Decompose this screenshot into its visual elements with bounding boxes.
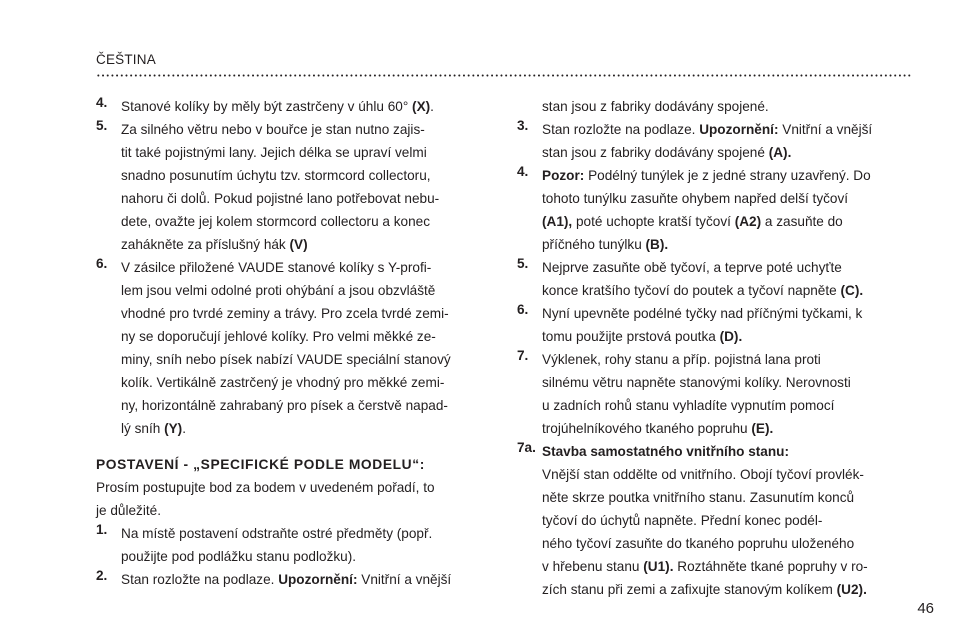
text-line: V zásilce přiložené VAUDE stanové kolíky s Y-profi-	[121, 260, 432, 275]
emphasis: Upozornění:	[699, 122, 779, 137]
text-line	[542, 233, 915, 256]
item-text	[96, 95, 494, 118]
text-run: Stan rozložte na podlaze.	[542, 122, 700, 137]
emphasis: (A2)	[734, 214, 762, 229]
page-header-language: ČEŠTINA	[96, 52, 156, 67]
page-number: 46	[917, 600, 934, 617]
item-text	[517, 256, 915, 302]
item-number: 7.	[517, 348, 529, 363]
text-run: .	[182, 421, 186, 436]
item-text	[517, 164, 915, 256]
emphasis: (B).	[641, 237, 669, 252]
item-number: 1.	[96, 522, 108, 537]
emphasis: Pozor:	[542, 168, 585, 183]
item-text	[517, 348, 915, 440]
text-run: zích stanu při zemi a zafixujte stanovým kolíkem	[542, 582, 837, 597]
text-line: u zadních rohů stanu vyhladíte vypnutím pomocí	[542, 398, 835, 413]
item-text	[96, 256, 494, 440]
text-line: Za silného větru nebo v bouřce je stan nutno zajis-	[121, 122, 425, 137]
text-run: konce kratšího tyčoví do poutek a tyčoví napněte	[542, 283, 841, 298]
text-line: lem jsou velmi odolné proti ohýbání a jsou obzvláště	[121, 283, 436, 298]
item-text	[517, 118, 915, 164]
text-line: Nejprve zasuňte obě tyčoví, a teprve poté uchyťte	[542, 260, 842, 275]
item-number: 5.	[96, 118, 108, 133]
text-line	[542, 118, 915, 141]
item-number: 6.	[96, 256, 108, 271]
step-7a	[517, 440, 915, 601]
text-line: Na místě postavení odstraňte ostré předměty (popř.	[121, 526, 433, 541]
text-line	[542, 210, 915, 233]
emphasis: (E).	[751, 421, 774, 436]
item-number: 7a.	[517, 440, 536, 455]
item-text	[96, 568, 494, 591]
text-run: Roztáhněte tkané popruhy v ro-	[673, 559, 868, 574]
text-line	[542, 141, 915, 164]
text-run: příčného tunýlku	[542, 237, 642, 252]
step-2	[96, 568, 494, 591]
list-item-5	[96, 118, 494, 256]
text-run: Vnitřní a vnější	[357, 572, 452, 587]
item-number: 2.	[96, 568, 108, 583]
text-run: .	[430, 99, 434, 114]
text-line: ného tyčoví zasuňte do tkaného popruhu uloženého	[542, 536, 855, 551]
emphasis: (A1),	[542, 214, 573, 229]
step-4	[517, 164, 915, 256]
text-line: kolík. Vertikálně zastrčený je vhodný pro měkké zemi-	[121, 375, 445, 390]
emphasis: (U2).	[836, 582, 867, 597]
text-line	[542, 417, 915, 440]
intro-line: Prosím postupujte bod za bodem v uvedeném pořadí, to	[96, 480, 435, 495]
text-line: ny, horizontálně zahrabaný pro písek a čerstvě napad-	[121, 398, 448, 413]
text-line: Vnější stan oddělte od vnitřního. Obojí tyčoví provlék-	[542, 467, 864, 482]
text-line	[121, 95, 494, 118]
item-text	[517, 440, 915, 601]
list-item-6	[96, 256, 494, 440]
item-number: 6.	[517, 302, 529, 317]
emphasis: (X)	[412, 99, 431, 114]
text-line	[542, 555, 915, 578]
intro-line: je důležité.	[96, 503, 161, 518]
text-run: poté uchopte kratší tyčoví	[572, 214, 735, 229]
text-line	[121, 233, 494, 256]
text-line: Nyní upevněte podélné tyčky nad příčnými tyčkami, k	[542, 306, 863, 321]
item-text	[517, 302, 915, 348]
text-line: použijte pod podlážku stanu podložku).	[121, 549, 357, 564]
step-6	[517, 302, 915, 348]
text-line: nahoru či dolů. Pokud pojistné lano potřebovat nebu-	[121, 191, 440, 206]
item-text	[96, 522, 494, 568]
text-line	[542, 279, 915, 302]
text-run: a zasuňte do	[761, 214, 843, 229]
section-intro	[96, 476, 494, 522]
emphasis: (U1).	[643, 559, 674, 574]
emphasis: (V)	[289, 237, 308, 252]
emphasis: Stavba samostatného vnitřního stanu:	[542, 444, 789, 459]
text-line: tohoto tunýlku zasuňte ohybem napřed delší tyčoví	[542, 191, 849, 206]
continuation-line: stan jsou z fabriky dodávány spojené.	[542, 99, 769, 114]
list-item-4	[96, 95, 494, 118]
text-run: Podélný tunýlek je z jedné strany uzavřený. Do	[584, 168, 871, 183]
text-line: něte skrze poutka vnitřního stanu. Zasunutím konců	[542, 490, 855, 505]
step-5	[517, 256, 915, 302]
emphasis: (Y)	[164, 421, 183, 436]
text-run: Stan rozložte na podlaze.	[121, 572, 279, 587]
left-column	[96, 95, 494, 591]
step-3	[517, 118, 915, 164]
text-line	[121, 568, 494, 591]
item-number: 5.	[517, 256, 529, 271]
text-run: trojúhelníkového tkaného popruhu	[542, 421, 752, 436]
text-run: tomu použijte prstová poutka	[542, 329, 720, 344]
text-run: Vnitřní a vnější	[778, 122, 873, 137]
text-line	[542, 164, 915, 187]
emphasis: (D).	[719, 329, 743, 344]
text-line	[542, 440, 915, 463]
text-line	[542, 325, 915, 348]
dotted-separator	[96, 74, 911, 77]
text-line: vhodné pro tvrdé zeminy a trávy. Pro zcela tvrdé zemi-	[121, 306, 449, 321]
text-line	[121, 417, 494, 440]
text-line: miny, sníh nebo písek nabízí VAUDE speciální stanový	[121, 352, 451, 367]
item-number: 4.	[96, 95, 108, 110]
emphasis: (A).	[768, 145, 792, 160]
section-heading: POSTAVENÍ - „SPECIFICKÉ PODLE MODELU“:	[96, 457, 425, 472]
text-line	[542, 578, 915, 601]
text-line: tyčoví do úchytů napněte. Přední konec podél-	[542, 513, 823, 528]
text-line: silnému větru napněte stanovými kolíky. Nerovnosti	[542, 375, 851, 390]
text-line: snadno posunutím úchytu tzv. stormcord collectoru,	[121, 168, 431, 183]
item-text	[96, 118, 494, 256]
text-run: lý sníh	[121, 421, 165, 436]
step-7	[517, 348, 915, 440]
step-1	[96, 522, 494, 568]
item-number: 3.	[517, 118, 529, 133]
text-line: dete, ovažte jej kolem stormcord collectoru a konec	[121, 214, 431, 229]
text-run: zahákněte za příslušný hák	[121, 237, 290, 252]
right-column	[517, 95, 915, 601]
text-run: Stanové kolíky by měly být zastrčeny v úhlu 60°	[121, 99, 413, 114]
text-line: Výklenek, rohy stanu a příp. pojistná lana proti	[542, 352, 821, 367]
item-number: 4.	[517, 164, 529, 179]
emphasis: (C).	[840, 283, 864, 298]
text-run: stan jsou z fabriky dodávány spojené	[542, 145, 769, 160]
emphasis: Upozornění:	[278, 572, 358, 587]
text-line: tit také pojistnými lany. Jejich délka se upraví velmi	[121, 145, 427, 160]
text-line: ny se doporučují jehlové kolíky. Pro velmi měkké ze-	[121, 329, 436, 344]
text-run: v hřebenu stanu	[542, 559, 644, 574]
